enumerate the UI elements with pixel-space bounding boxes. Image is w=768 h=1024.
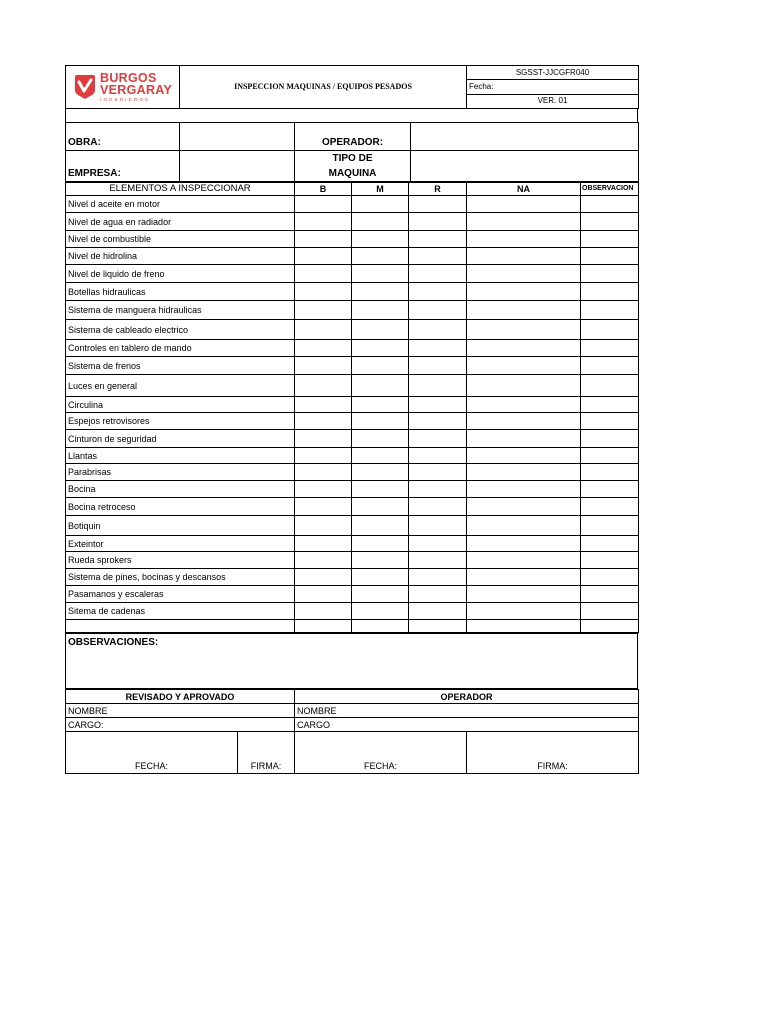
- cell-m[interactable]: [352, 569, 409, 586]
- cell-m[interactable]: [352, 301, 409, 320]
- revisado-header: REVISADO Y APROVADO: [66, 690, 295, 704]
- table-row: [66, 536, 639, 552]
- item-label: Bocina retroceso: [66, 498, 295, 516]
- cell-obs[interactable]: [581, 213, 639, 231]
- cell-obs[interactable]: [581, 301, 639, 320]
- table-row: [66, 516, 639, 536]
- empresa-label: EMPRESA:: [66, 151, 180, 182]
- logo-text-ingenieros: INGENIEROS: [100, 96, 151, 102]
- cell-b[interactable]: [295, 213, 352, 231]
- cell-b[interactable]: [295, 340, 352, 357]
- cell-na[interactable]: [467, 213, 581, 231]
- cell-na[interactable]: [467, 375, 581, 397]
- table-row: [66, 265, 639, 283]
- table-row: [66, 213, 639, 231]
- col-r: R: [409, 183, 467, 196]
- cell-na[interactable]: [467, 536, 581, 552]
- item-label: Llantas: [66, 448, 295, 464]
- cell-b[interactable]: [295, 283, 352, 301]
- cell-obs[interactable]: [581, 516, 639, 536]
- fecha-right-field[interactable]: FECHA:: [295, 732, 467, 774]
- cell-obs[interactable]: [581, 448, 639, 464]
- col-b: B: [295, 183, 352, 196]
- item-label: Nivel de liquido de freno: [66, 265, 295, 283]
- cell-obs[interactable]: [581, 231, 639, 248]
- cell-b[interactable]: [295, 620, 352, 633]
- cell-b[interactable]: [295, 448, 352, 464]
- cargo-right-field[interactable]: CARGO: [295, 718, 639, 732]
- item-label: Nivel de agua en radiador: [66, 213, 295, 231]
- item-label: Botiquin: [66, 516, 295, 536]
- inspection-form: [65, 65, 638, 774]
- cell-r[interactable]: [409, 464, 467, 481]
- table-row: [66, 481, 639, 498]
- signature-section: [65, 689, 639, 774]
- cell-b[interactable]: [295, 430, 352, 448]
- cell-b[interactable]: [295, 196, 352, 213]
- table-row: [66, 340, 639, 357]
- firma-left-field[interactable]: FIRMA:: [238, 732, 295, 774]
- cell-b[interactable]: [295, 603, 352, 620]
- cell-obs[interactable]: [581, 375, 639, 397]
- table-row: [66, 320, 639, 340]
- cell-r[interactable]: [409, 569, 467, 586]
- cell-m[interactable]: [352, 397, 409, 413]
- cell-m[interactable]: [352, 620, 409, 633]
- cell-m[interactable]: [352, 213, 409, 231]
- cell-b[interactable]: [295, 375, 352, 397]
- tipo-maquina-label: [295, 151, 411, 182]
- checklist-body: [66, 196, 639, 633]
- cell-b[interactable]: [295, 357, 352, 375]
- table-row: [66, 569, 639, 586]
- cell-b[interactable]: [295, 464, 352, 481]
- table-row: [66, 248, 639, 265]
- item-label: Circulina: [66, 397, 295, 413]
- cell-b[interactable]: [295, 569, 352, 586]
- nombre-right-field[interactable]: NOMBRE: [295, 704, 639, 718]
- cell-na[interactable]: [467, 586, 581, 603]
- cell-na[interactable]: [467, 516, 581, 536]
- logo-text-burgos: BURGOS: [100, 70, 157, 85]
- cell-na[interactable]: [467, 413, 581, 430]
- checklist-table: [65, 182, 639, 633]
- cell-na[interactable]: [467, 265, 581, 283]
- cell-b[interactable]: [295, 536, 352, 552]
- cell-na[interactable]: [467, 283, 581, 301]
- item-label: Sistema de cableado electrico: [66, 320, 295, 340]
- cell-m[interactable]: [352, 413, 409, 430]
- cell-r[interactable]: [409, 320, 467, 340]
- cell-b[interactable]: [295, 320, 352, 340]
- logo-mark-icon: [74, 74, 96, 100]
- item-label: Nivel de combustible: [66, 231, 295, 248]
- cell-obs[interactable]: [581, 397, 639, 413]
- cell-r[interactable]: [409, 357, 467, 375]
- cell-na[interactable]: [467, 231, 581, 248]
- cell-r[interactable]: [409, 603, 467, 620]
- cell-m[interactable]: [352, 481, 409, 498]
- item-label: Exteintor: [66, 536, 295, 552]
- operador-header: OPERADOR: [295, 690, 639, 704]
- cell-obs[interactable]: [581, 320, 639, 340]
- item-label: Rueda sprokers: [66, 552, 295, 569]
- observaciones-label[interactable]: OBSERVACIONES:: [66, 634, 638, 689]
- cell-r[interactable]: [409, 196, 467, 213]
- cell-obs[interactable]: [581, 536, 639, 552]
- table-row: [66, 196, 639, 213]
- table-row: [66, 430, 639, 448]
- item-label: Nivel d aceite en motor: [66, 196, 295, 213]
- cell-r[interactable]: [409, 552, 467, 569]
- cell-r[interactable]: [409, 231, 467, 248]
- item-label: Botellas hidraulicas: [66, 283, 295, 301]
- cell-na[interactable]: [467, 464, 581, 481]
- observaciones-section: [65, 633, 638, 689]
- cell-b[interactable]: [295, 413, 352, 430]
- cell-obs[interactable]: [581, 620, 639, 633]
- cell-m[interactable]: [352, 498, 409, 516]
- cell-obs[interactable]: [581, 586, 639, 603]
- cell-r[interactable]: [409, 498, 467, 516]
- cell-m[interactable]: [352, 283, 409, 301]
- cell-obs[interactable]: [581, 498, 639, 516]
- form-version: VER. 01: [467, 94, 639, 108]
- table-row: [66, 448, 639, 464]
- item-label: Luces en general: [66, 375, 295, 397]
- table-row: [66, 283, 639, 301]
- cell-b[interactable]: [295, 481, 352, 498]
- table-row: [66, 231, 639, 248]
- table-row: [66, 301, 639, 320]
- table-row: [66, 397, 639, 413]
- cell-b[interactable]: [295, 301, 352, 320]
- table-row: [66, 586, 639, 603]
- cell-m[interactable]: [352, 248, 409, 265]
- logo-cell: [66, 66, 180, 109]
- col-elements: ELEMENTOS A INSPECCIONAR: [66, 183, 295, 196]
- cell-obs[interactable]: [581, 481, 639, 498]
- cell-r[interactable]: [409, 413, 467, 430]
- logo-text-vergaray: VERGARAY: [100, 83, 173, 98]
- company-logo: [74, 72, 177, 103]
- tipo-maquina-field[interactable]: [411, 151, 639, 182]
- nombre-left-field[interactable]: NOMBRE: [66, 704, 295, 718]
- cell-obs[interactable]: [581, 248, 639, 265]
- cell-obs[interactable]: [581, 265, 639, 283]
- item-label: Cinturon de seguridad: [66, 430, 295, 448]
- cell-b[interactable]: [295, 231, 352, 248]
- cell-m[interactable]: [352, 340, 409, 357]
- item-label: Sitema de cadenas: [66, 603, 295, 620]
- table-row: [66, 552, 639, 569]
- table-row: [66, 375, 639, 397]
- cell-b[interactable]: [295, 265, 352, 283]
- item-label: Nivel de hidrolina: [66, 248, 295, 265]
- tipo-maquina-line2: MAQUINA: [328, 168, 377, 179]
- cell-r[interactable]: [409, 481, 467, 498]
- cargo-left-field[interactable]: CARGO:: [66, 718, 295, 732]
- cell-m[interactable]: [352, 536, 409, 552]
- form-title: INSPECCION MAQUINAS / EQUIPOS PESADOS: [180, 66, 467, 109]
- col-m: M: [352, 183, 409, 196]
- cell-m[interactable]: [352, 357, 409, 375]
- cell-obs[interactable]: [581, 603, 639, 620]
- cell-na[interactable]: [467, 248, 581, 265]
- item-label: Pasamanos y escaleras: [66, 586, 295, 603]
- fecha-header-field[interactable]: Fecha:: [467, 80, 639, 94]
- operador-field[interactable]: [411, 123, 639, 151]
- info-section: [65, 122, 639, 182]
- empresa-field[interactable]: [180, 151, 295, 182]
- cell-r[interactable]: [409, 283, 467, 301]
- cell-r[interactable]: [409, 430, 467, 448]
- cell-na[interactable]: [467, 320, 581, 340]
- item-label: Controles en tablero de mando: [66, 340, 295, 357]
- item-label: Sistema de manguera hidraulicas: [66, 301, 295, 320]
- item-label: Bocina: [66, 481, 295, 498]
- cell-na[interactable]: [467, 552, 581, 569]
- cell-obs[interactable]: [581, 340, 639, 357]
- form-header: [65, 65, 639, 109]
- spacer-row: [65, 109, 638, 122]
- cell-obs[interactable]: [581, 357, 639, 375]
- item-label: Sistema de frenos: [66, 357, 295, 375]
- cell-m[interactable]: [352, 552, 409, 569]
- cell-r[interactable]: [409, 340, 467, 357]
- cell-r[interactable]: [409, 536, 467, 552]
- item-label: Sistema de pines, bocinas y descansos: [66, 569, 295, 586]
- cell-m[interactable]: [352, 320, 409, 340]
- obra-label: OBRA:: [66, 123, 180, 151]
- cell-obs[interactable]: [581, 552, 639, 569]
- item-label: [66, 620, 295, 633]
- cell-r[interactable]: [409, 397, 467, 413]
- firma-right-field[interactable]: FIRMA:: [467, 732, 639, 774]
- cell-b[interactable]: [295, 586, 352, 603]
- table-row: [66, 357, 639, 375]
- cell-na[interactable]: [467, 340, 581, 357]
- cell-na[interactable]: [467, 397, 581, 413]
- item-label: Espejos retrovisores: [66, 413, 295, 430]
- fecha-left-field[interactable]: FECHA:: [66, 732, 238, 774]
- cell-r[interactable]: [409, 586, 467, 603]
- cell-obs[interactable]: [581, 569, 639, 586]
- cell-obs[interactable]: [581, 464, 639, 481]
- cell-b[interactable]: [295, 248, 352, 265]
- cell-na[interactable]: [467, 430, 581, 448]
- cell-na[interactable]: [467, 301, 581, 320]
- cell-m[interactable]: [352, 231, 409, 248]
- cell-r[interactable]: [409, 248, 467, 265]
- item-label: Parabrisas: [66, 464, 295, 481]
- cell-na[interactable]: [467, 569, 581, 586]
- cell-na[interactable]: [467, 448, 581, 464]
- cell-obs[interactable]: [581, 283, 639, 301]
- cell-na[interactable]: [467, 620, 581, 633]
- cell-r[interactable]: [409, 265, 467, 283]
- cell-na[interactable]: [467, 498, 581, 516]
- table-row: [66, 603, 639, 620]
- cell-na[interactable]: [467, 603, 581, 620]
- cell-m[interactable]: [352, 586, 409, 603]
- cell-m[interactable]: [352, 196, 409, 213]
- cell-r[interactable]: [409, 375, 467, 397]
- cell-na[interactable]: [467, 481, 581, 498]
- form-code: SGSST-JJCGFR040: [467, 66, 639, 80]
- cell-r[interactable]: [409, 516, 467, 536]
- table-row: [66, 498, 639, 516]
- col-observacion: OBSERVACION: [581, 183, 639, 196]
- cell-b[interactable]: [295, 516, 352, 536]
- cell-b[interactable]: [295, 397, 352, 413]
- cell-m[interactable]: [352, 448, 409, 464]
- cell-r[interactable]: [409, 620, 467, 633]
- cell-obs[interactable]: [581, 196, 639, 213]
- cell-m[interactable]: [352, 603, 409, 620]
- cell-na[interactable]: [467, 357, 581, 375]
- cell-m[interactable]: [352, 375, 409, 397]
- table-row: [66, 464, 639, 481]
- table-row: [66, 620, 639, 633]
- cell-obs[interactable]: [581, 430, 639, 448]
- cell-r[interactable]: [409, 448, 467, 464]
- obra-field[interactable]: [180, 123, 295, 151]
- col-na: NA: [467, 183, 581, 196]
- cell-m[interactable]: [352, 265, 409, 283]
- cell-r[interactable]: [409, 301, 467, 320]
- cell-na[interactable]: [467, 196, 581, 213]
- cell-m[interactable]: [352, 464, 409, 481]
- operador-label: OPERADOR:: [295, 123, 411, 151]
- table-row: [66, 413, 639, 430]
- cell-obs[interactable]: [581, 413, 639, 430]
- cell-b[interactable]: [295, 498, 352, 516]
- cell-b[interactable]: [295, 552, 352, 569]
- cell-m[interactable]: [352, 516, 409, 536]
- cell-m[interactable]: [352, 430, 409, 448]
- tipo-maquina-line1: TIPO DE: [332, 153, 373, 164]
- cell-r[interactable]: [409, 213, 467, 231]
